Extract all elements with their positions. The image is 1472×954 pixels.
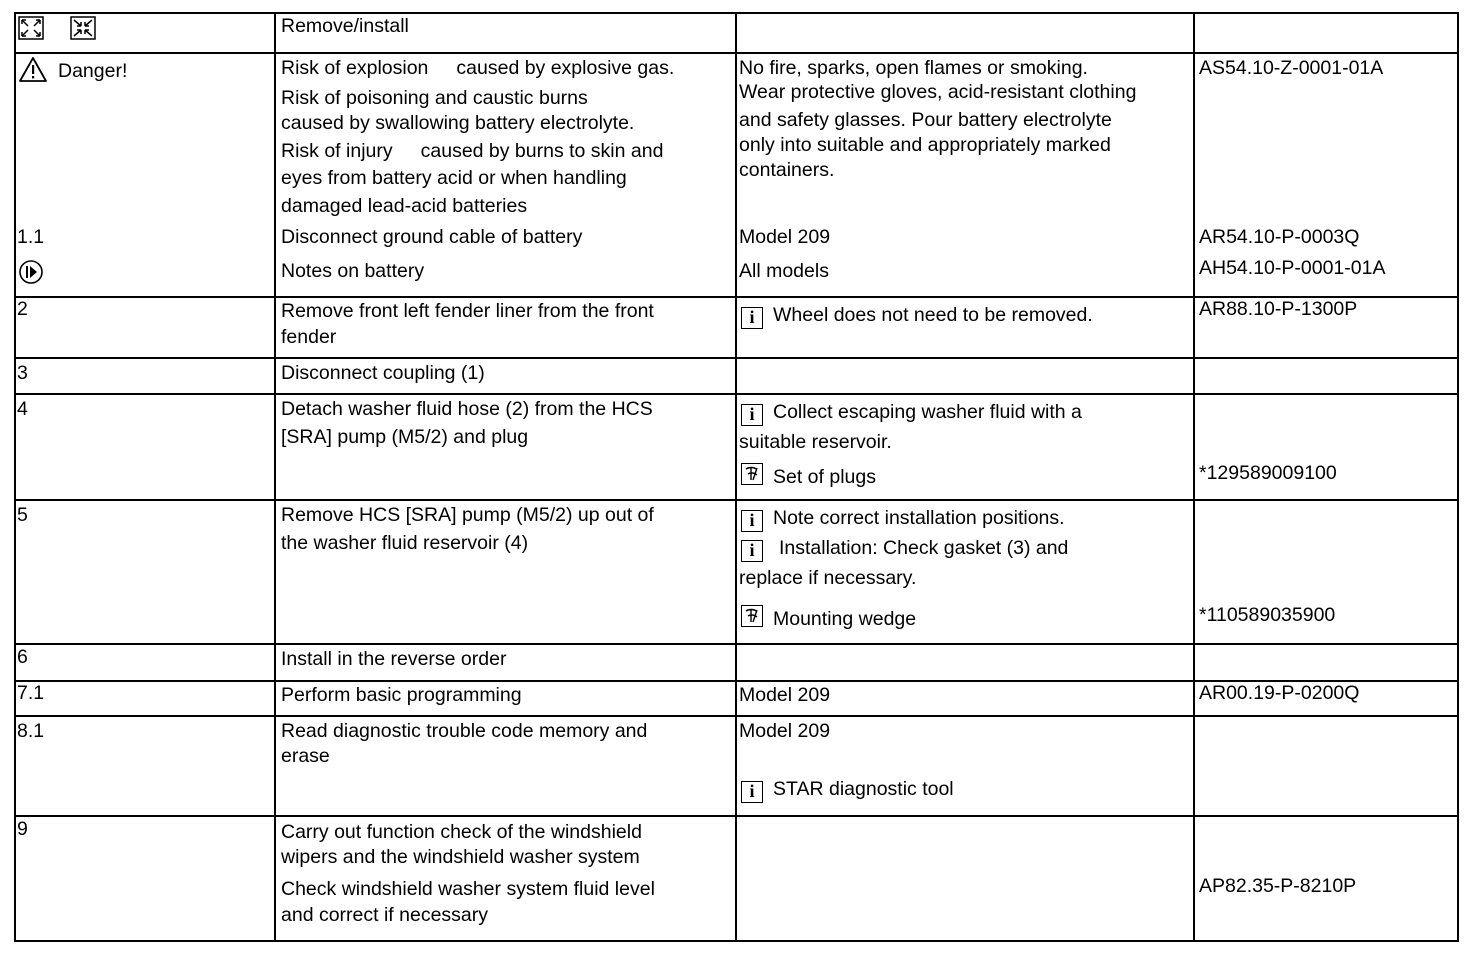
- step-description: Disconnect coupling (1): [281, 362, 485, 384]
- step-reference: AP82.35-P-8210P: [1199, 875, 1357, 897]
- step-reference: AH54.10-P-0001-01A: [1199, 257, 1386, 279]
- danger-measure-line: only into suitable and appropriately marked: [739, 134, 1111, 156]
- danger-measure-line: containers.: [739, 159, 835, 181]
- step-note: i Collect escaping washer fluid with a: [741, 400, 1082, 426]
- special-tool-icon: [741, 605, 763, 627]
- step-description: Check windshield washer system fluid level: [281, 878, 655, 900]
- step-description: Notes on battery: [281, 260, 425, 282]
- danger-risk-explosion: Risk of explosion caused by explosive gas.: [281, 57, 675, 79]
- danger-risk-injury-cont: eyes from battery acid or when handling: [281, 167, 627, 189]
- step-number: 9: [17, 818, 28, 840]
- danger-risk-injury: Risk of injury caused by burns to skin and: [281, 140, 664, 162]
- install-icon: [70, 16, 96, 40]
- danger-risk-poisoning-cont: caused by swallowing battery electrolyte.: [281, 112, 635, 134]
- column-divider: [1193, 12, 1195, 942]
- header-title: Remove/install: [281, 15, 409, 37]
- step-note: i Installation: Check gasket (3) and: [741, 536, 1068, 562]
- step-description-cont: [SRA] pump (M5/2) and plug: [281, 426, 529, 448]
- step-number: 2: [17, 298, 28, 320]
- step-reference: AR88.10-P-1300P: [1199, 298, 1358, 320]
- step-number: 1.1: [17, 226, 45, 248]
- table-border-right: [1457, 12, 1459, 942]
- step-note-cont: suitable reservoir.: [739, 431, 892, 453]
- danger-risk-injury-cont2: damaged lead-acid batteries: [281, 195, 528, 217]
- step-number: 3: [17, 362, 28, 384]
- notes-arrow-icon: [18, 259, 44, 285]
- info-icon: i: [741, 307, 763, 329]
- step-number: 5: [17, 504, 28, 526]
- step-note-cont: replace if necessary.: [739, 567, 917, 589]
- step-description: Perform basic programming: [281, 684, 522, 706]
- step-number: 4: [17, 398, 28, 420]
- danger-reference: AS54.10-Z-0001-01A: [1199, 57, 1384, 79]
- step-note: i Wheel does not need to be removed.: [741, 303, 1093, 329]
- step-note: All models: [739, 260, 829, 282]
- step-reference: AR00.19-P-0200Q: [1199, 682, 1360, 704]
- step-number: 6: [17, 646, 28, 668]
- column-divider: [735, 12, 737, 942]
- column-divider: [274, 12, 276, 942]
- table-border-left: [14, 12, 16, 942]
- step-description-cont: and correct if necessary: [281, 904, 489, 926]
- info-icon: i: [741, 404, 763, 426]
- tool-part-number: *110589035900: [1199, 604, 1336, 626]
- step-description: Carry out function check of the windshield: [281, 821, 642, 843]
- step-description-cont: erase: [281, 745, 330, 767]
- step-description-cont: the washer fluid reservoir (4): [281, 532, 529, 554]
- step-tool: Mounting wedge: [741, 605, 916, 633]
- step-description-cont: wipers and the windshield washer system: [281, 846, 640, 868]
- step-tool: Set of plugs: [741, 463, 876, 491]
- step-note: Model 209: [739, 226, 831, 248]
- step-note: Model 209: [739, 684, 831, 706]
- step-description: Remove HCS [SRA] pump (M5/2) up out of: [281, 504, 654, 526]
- step-note: i Note correct installation positions.: [741, 506, 1065, 532]
- danger-measure-line: No fire, sparks, open flames or smoking.: [739, 57, 1088, 79]
- step-description: Install in the reverse order: [281, 648, 507, 670]
- remove-icon: [18, 16, 44, 40]
- danger-risk-poisoning: Risk of poisoning and caustic burns: [281, 87, 588, 109]
- info-icon: i: [741, 540, 763, 562]
- step-note: Model 209: [739, 720, 831, 742]
- step-number: 7.1: [17, 682, 45, 704]
- danger-measure-line: Wear protective gloves, acid-resistant clothing: [739, 81, 1137, 103]
- step-note: i STAR diagnostic tool: [741, 777, 954, 803]
- warning-triangle-icon: [18, 56, 48, 83]
- step-description: Detach washer fluid hose (2) from the HCS: [281, 398, 653, 420]
- step-description-cont: fender: [281, 326, 337, 348]
- info-icon: i: [741, 510, 763, 532]
- special-tool-icon: [741, 463, 763, 485]
- danger-label: Danger!: [58, 60, 128, 82]
- step-number: 8.1: [17, 720, 45, 742]
- info-icon: i: [741, 781, 763, 803]
- tool-part-number: *129589009100: [1199, 462, 1337, 484]
- step-description: Remove front left fender liner from the front: [281, 300, 654, 322]
- step-description: Disconnect ground cable of battery: [281, 226, 583, 248]
- step-reference: AR54.10-P-0003Q: [1199, 226, 1360, 248]
- danger-measure-line: and safety glasses. Pour battery electrolyte: [739, 109, 1112, 131]
- step-description: Read diagnostic trouble code memory and: [281, 720, 648, 742]
